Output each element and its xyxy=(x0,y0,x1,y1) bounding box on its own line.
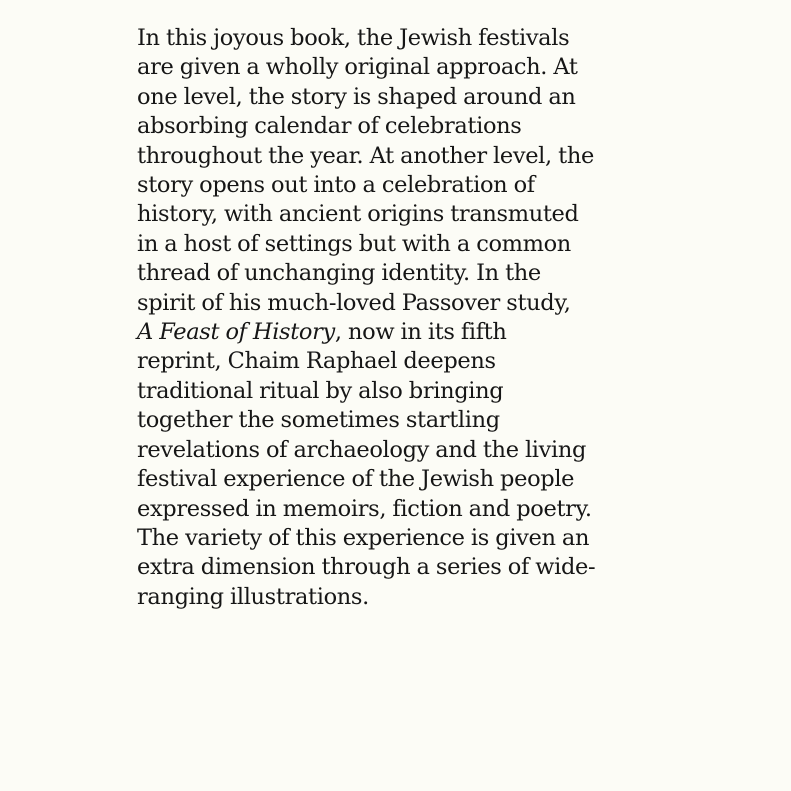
blurb-paragraph xyxy=(137,24,697,612)
blurb-line-with-title xyxy=(137,318,697,347)
blurb-line: thread of unchanging identity. In the xyxy=(137,260,541,287)
blurb-line: spirit of his much-loved Passover study, xyxy=(137,289,571,316)
blurb-line: history, with ancient origins transmuted xyxy=(137,201,579,228)
book-title-italic: A Feast of History xyxy=(137,319,335,346)
blurb-line: absorbing calendar of celebrations xyxy=(137,113,522,140)
blurb-line: traditional ritual by also bringing xyxy=(137,377,504,404)
blurb-line: revelations of archaeology and the living xyxy=(137,436,587,463)
blurb-line: are given a wholly original approach. At xyxy=(137,54,578,81)
blurb-line: ranging illustrations. xyxy=(137,583,369,610)
blurb-line: in a host of settings but with a common xyxy=(137,230,571,257)
blurb-line: one level, the story is shaped around an xyxy=(137,83,576,110)
blurb-line: throughout the year. At another level, the xyxy=(137,142,594,169)
blurb-line: together the sometimes startling xyxy=(137,407,500,434)
blurb-line: extra dimension through a series of wide- xyxy=(137,554,596,581)
blurb-line: In this joyous book, the Jewish festivals xyxy=(137,25,570,51)
title-line-rest: , now in its fifth xyxy=(334,319,507,346)
blurb-line: reprint, Chaim Raphael deepens xyxy=(137,348,496,375)
blurb-line: expressed in memoirs, fiction and poetry. xyxy=(137,495,592,522)
blurb-line: The variety of this experience is given an xyxy=(137,524,590,551)
blurb-line: story opens out into a celebration of xyxy=(137,172,535,199)
blurb-line: festival experience of the Jewish people xyxy=(137,466,575,493)
